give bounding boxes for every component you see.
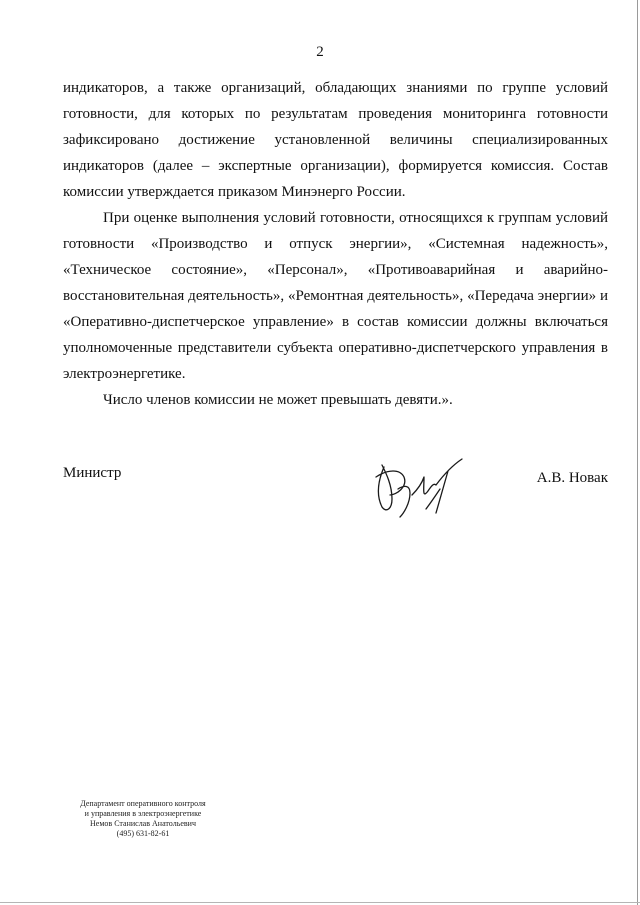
paragraph-3: Число членов комиссии не может превышать девяти.». [103,392,453,408]
page-edge-bottom [0,902,640,903]
handwritten-signature [370,455,480,525]
body-text [63,75,608,413]
signature-block [63,455,608,535]
signer-name: А.В. Новак [536,470,608,486]
page-edge-right [637,0,638,905]
executor-name: Немов Станислав Анатольевич [90,819,196,828]
executor-department-line2: и управления в электроэнергетике [84,809,202,818]
executor-department-line1: Департамент оперативного контроля [80,799,206,808]
signer-title: Министр [63,465,122,481]
executor-phone: (495) 631-82-61 [116,829,170,838]
executor-note [58,799,228,839]
paragraph-1: индикаторов, а также организаций, обладающих знаниями по группе условий готовности, для которых по результатам проведения мониторинга готовности зафиксировано достижение установленной величины специализированных индикаторов (далее – экспертные организации), формируется комиссия. Состав комиссии утверждается приказом Минэнерго России. [63,80,608,200]
page-number: 2 [316,44,324,60]
paragraph-2: При оценке выполнения условий готовности, относящихся к группам условий готовности «Производство и отпуск энергии», «Системная надежность», «Техническое состояние», «Персонал», «Противоаварийная и аварийно-восстановительная деятельность», «Ремонтная деятельность», «Передача энергии» и «Оперативно-диспетчерское управление» в состав комиссии должны включаться уполномоченные представители субъекта оперативно-диспетчерского управления в электроэнергетике. [63,210,608,382]
